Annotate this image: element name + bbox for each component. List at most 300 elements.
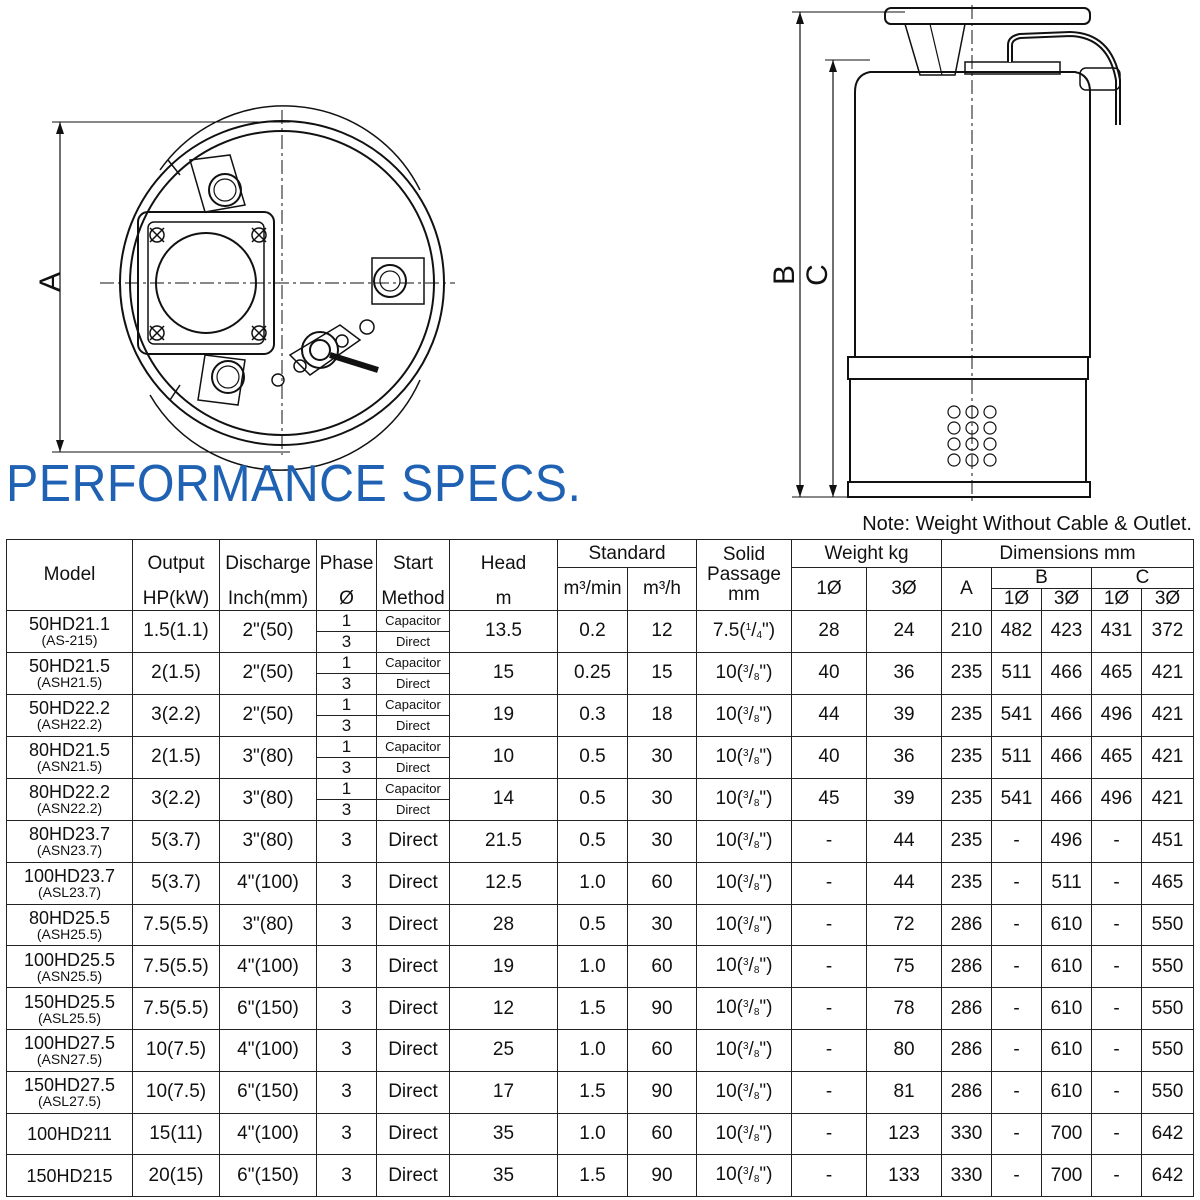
model-name: 150HD215: [26, 1165, 113, 1186]
cell-m3h: 60: [628, 1113, 697, 1155]
solid-end: "): [759, 788, 773, 810]
cell-w3: 36: [867, 652, 942, 694]
cell-model: [7, 820, 133, 862]
cell-start: Direct: [377, 1029, 450, 1071]
cell-start: Direct: [377, 862, 450, 904]
header-m3h: m³/h: [628, 568, 697, 611]
cell-output: 10(7.5): [133, 1029, 220, 1071]
cell-w3: 44: [867, 862, 942, 904]
cell-c3: 550: [1142, 1071, 1194, 1113]
cell-m3min: 1.0: [558, 1113, 628, 1155]
cell-a: 330: [942, 1155, 992, 1197]
cell-m3min: 1.0: [558, 862, 628, 904]
model-alt-name: (ASN22.2): [36, 800, 103, 817]
cell-head: 12.5: [450, 862, 558, 904]
cell-w1: -: [792, 946, 867, 988]
cell-solid-passage: $10(^3/_8")$: [697, 778, 792, 820]
cell-w3: 24: [867, 610, 942, 652]
table-row: [7, 820, 1194, 862]
cell-c1: -: [1092, 820, 1142, 862]
solid-numerator: 3: [742, 1082, 749, 1094]
cell-discharge: 6"(150): [220, 1155, 317, 1197]
cell-c1: 496: [1092, 778, 1142, 820]
cell-phase: 3: [317, 1071, 377, 1113]
cell-c1: -: [1092, 1113, 1142, 1155]
cell-b3: 700: [1042, 1155, 1092, 1197]
phase-1: 1: [341, 611, 352, 631]
cell-head: 12: [450, 988, 558, 1030]
cell-a: 286: [942, 1029, 992, 1071]
cell-discharge: 2"(50): [220, 610, 317, 652]
solid-main: 10(: [715, 704, 743, 726]
side-view-drawing: [792, 5, 1120, 505]
cell-head: 14: [450, 778, 558, 820]
solid-main: 10(: [715, 662, 743, 684]
table-row: [7, 1071, 1194, 1113]
cell-discharge: 2"(50): [220, 652, 317, 694]
start-method-3: Direct: [377, 631, 449, 652]
cell-c3: 550: [1142, 946, 1194, 988]
phase-3: 3: [317, 799, 376, 820]
solid-denominator: 8: [753, 1007, 760, 1019]
cell-w1: 40: [792, 736, 867, 778]
header-start-unit: Method: [377, 588, 450, 610]
cell-w1: 45: [792, 778, 867, 820]
cell-head: 28: [450, 904, 558, 946]
cell-c1: -: [1092, 1071, 1142, 1113]
solid-end: "): [759, 1122, 773, 1144]
cell-w3: 133: [867, 1155, 942, 1197]
start-method-3: Direct: [377, 799, 449, 820]
cell-start: Direct: [377, 1071, 450, 1113]
cell-w1: -: [792, 1071, 867, 1113]
cell-m3h: 60: [628, 862, 697, 904]
solid-denominator: 8: [753, 672, 760, 684]
cell-model: [7, 946, 133, 988]
model-alt-name: (ASN21.5): [36, 758, 103, 775]
header-head-unit: m: [450, 588, 558, 610]
cell-c1: 431: [1092, 610, 1142, 652]
cell-solid-passage: $10(^3/_8")$: [697, 736, 792, 778]
cell-start: [377, 610, 450, 652]
cell-m3h: 90: [628, 1071, 697, 1113]
cell-head: 13.5: [450, 610, 558, 652]
solid-numerator: 3: [742, 706, 749, 718]
cell-solid-passage: $10(^3/_8")$: [697, 862, 792, 904]
start-method-3: Direct: [377, 715, 449, 736]
model-name: 100HD211: [27, 1123, 112, 1144]
cell-m3min: 1.5: [558, 1071, 628, 1113]
cell-a: 210: [942, 610, 992, 652]
cell-model: [7, 1155, 133, 1197]
cell-c3: 550: [1142, 1029, 1194, 1071]
header-output-unit: HP(kW): [133, 588, 220, 610]
model-name: 150HD25.5: [23, 991, 116, 1012]
cell-a: 235: [942, 736, 992, 778]
cell-m3h: 15: [628, 652, 697, 694]
cell-b3: 511: [1042, 862, 1092, 904]
cell-model: [7, 1071, 133, 1113]
phase-1: 1: [341, 779, 352, 799]
cell-output: 2(1.5): [133, 652, 220, 694]
solid-numerator: 3: [742, 832, 749, 844]
solid-end: "): [759, 913, 773, 935]
cell-output: 20(15): [133, 1155, 220, 1197]
cell-start: Direct: [377, 1113, 450, 1155]
solid-numerator: 3: [742, 999, 749, 1011]
cell-b3: 423: [1042, 610, 1092, 652]
cell-output: 10(7.5): [133, 1071, 220, 1113]
cell-solid-passage: $10(^3/_8")$: [697, 946, 792, 988]
solid-main: 10(: [715, 788, 743, 810]
start-method-1: Capacitor: [385, 613, 441, 629]
cell-head: 15: [450, 652, 558, 694]
cell-c1: -: [1092, 1155, 1142, 1197]
solid-main: 10(: [715, 1039, 743, 1061]
cell-c3: 421: [1142, 736, 1194, 778]
solid-denominator: 8: [753, 714, 760, 726]
cell-m3min: 0.5: [558, 820, 628, 862]
cell-start: Direct: [377, 904, 450, 946]
cell-solid-passage: $10(^3/_8")$: [697, 652, 792, 694]
table-row: [7, 1029, 1194, 1071]
model-alt-name: (ASH25.5): [36, 925, 103, 942]
dim-label-c: C: [800, 264, 834, 286]
cell-b3: 610: [1042, 988, 1092, 1030]
cell-solid-passage: $10(^3/_8")$: [697, 1029, 792, 1071]
cell-head: 10: [450, 736, 558, 778]
solid-denominator: 8: [753, 840, 760, 852]
cell-b1: 541: [992, 694, 1042, 736]
header-dim-b: B: [992, 568, 1092, 589]
model-alt-name: (ASN27.5): [36, 1051, 103, 1068]
table-row: [7, 1155, 1194, 1197]
solid-numerator: 3: [742, 873, 749, 885]
model-alt-name: (ASN23.7): [36, 842, 103, 859]
cell-m3min: 1.5: [558, 988, 628, 1030]
cell-c1: 465: [1092, 652, 1142, 694]
cell-m3h: 18: [628, 694, 697, 736]
solid-numerator: 3: [742, 790, 749, 802]
cell-output: 5(3.7): [133, 862, 220, 904]
cell-m3h: 30: [628, 778, 697, 820]
solid-end: "): [759, 1164, 773, 1186]
cell-head: 21.5: [450, 820, 558, 862]
cell-phase: [317, 652, 377, 694]
cell-w3: 39: [867, 694, 942, 736]
solid-numerator: 3: [742, 748, 749, 760]
cell-b1: -: [992, 946, 1042, 988]
header-dimensions: Dimensions mm: [942, 540, 1194, 568]
cell-head: 17: [450, 1071, 558, 1113]
cell-model: [7, 988, 133, 1030]
cell-a: 235: [942, 778, 992, 820]
cell-c1: 496: [1092, 694, 1142, 736]
solid-numerator: 3: [742, 957, 749, 969]
cell-head: 19: [450, 694, 558, 736]
cell-m3min: 0.25: [558, 652, 628, 694]
header-discharge-unit: Inch(mm): [220, 588, 317, 610]
cell-output: 5(3.7): [133, 820, 220, 862]
table-body: [7, 610, 1194, 1196]
cell-model: [7, 610, 133, 652]
table-row: [7, 778, 1194, 820]
weight-note: Note: Weight Without Cable & Outlet.: [862, 513, 1192, 535]
cell-phase: [317, 736, 377, 778]
cell-discharge: 6"(150): [220, 988, 317, 1030]
cell-c3: 642: [1142, 1113, 1194, 1155]
cell-m3min: 0.2: [558, 610, 628, 652]
model-alt-name: (ASH22.2): [36, 716, 103, 733]
cell-w1: -: [792, 1155, 867, 1197]
cell-w1: -: [792, 820, 867, 862]
cell-m3h: 60: [628, 946, 697, 988]
model-alt-name: (AS-215): [41, 632, 98, 649]
phase-1: 1: [341, 737, 352, 757]
solid-end: "): [759, 830, 773, 852]
cell-w3: 75: [867, 946, 942, 988]
cell-b1: 511: [992, 736, 1042, 778]
cell-output: 7.5(5.5): [133, 946, 220, 988]
solid-end: "): [759, 746, 773, 768]
cell-a: 235: [942, 694, 992, 736]
cell-model: [7, 1029, 133, 1071]
header-solid-2: Passage: [707, 564, 781, 585]
solid-numerator: 3: [742, 1124, 749, 1136]
model-alt-name: (ASN25.5): [36, 967, 103, 984]
model-name: 50HD22.2: [28, 698, 111, 719]
cell-b3: 610: [1042, 1071, 1092, 1113]
cell-c1: -: [1092, 862, 1142, 904]
cell-model: [7, 778, 133, 820]
start-method-3: Direct: [377, 673, 449, 694]
header-start: Start: [377, 540, 450, 589]
cell-phase: 3: [317, 1029, 377, 1071]
cell-m3h: 30: [628, 820, 697, 862]
solid-denominator: 8: [753, 881, 760, 893]
cell-b1: -: [992, 988, 1042, 1030]
cell-discharge: 3"(80): [220, 778, 317, 820]
cell-c1: -: [1092, 904, 1142, 946]
header-weight: Weight kg: [792, 540, 942, 568]
header-standard: Standard: [558, 540, 697, 568]
cell-a: 286: [942, 946, 992, 988]
solid-end: "): [759, 955, 773, 977]
cell-w3: 123: [867, 1113, 942, 1155]
cell-w1: 40: [792, 652, 867, 694]
table-row: [7, 946, 1194, 988]
cell-phase: [317, 694, 377, 736]
solid-main: 10(: [715, 997, 743, 1019]
model-name: 80HD21.5: [28, 740, 111, 761]
cell-b1: -: [992, 862, 1042, 904]
model-name: 100HD23.7: [23, 866, 116, 887]
model-name: 50HD21.5: [28, 656, 111, 677]
cell-b3: 610: [1042, 904, 1092, 946]
cell-output: 7.5(5.5): [133, 988, 220, 1030]
cell-model: [7, 694, 133, 736]
solid-denominator: 8: [753, 1132, 760, 1144]
cell-c3: 421: [1142, 694, 1194, 736]
cell-output: 3(2.2): [133, 778, 220, 820]
cell-discharge: 4"(100): [220, 862, 317, 904]
solid-denominator: 8: [753, 756, 760, 768]
cell-discharge: 4"(100): [220, 1029, 317, 1071]
cell-b1: -: [992, 904, 1042, 946]
solid-end: "): [762, 620, 776, 642]
solid-denominator: 8: [753, 798, 760, 810]
header-solid-passage: [697, 540, 792, 611]
cell-output: 2(1.5): [133, 736, 220, 778]
cell-phase: 3: [317, 1155, 377, 1197]
cell-model: [7, 1113, 133, 1155]
solid-main: 10(: [715, 1122, 743, 1144]
cell-discharge: 3"(80): [220, 736, 317, 778]
header-b3: 3Ø: [1042, 588, 1092, 610]
model-name: 80HD25.5: [28, 907, 111, 928]
cell-w1: -: [792, 1113, 867, 1155]
cell-solid-passage: $10(^3/_8")$: [697, 1071, 792, 1113]
phase-1: 1: [341, 695, 352, 715]
solid-numerator: 1: [745, 622, 752, 634]
start-method-1: Capacitor: [385, 655, 441, 671]
cell-w3: 36: [867, 736, 942, 778]
cell-c3: 642: [1142, 1155, 1194, 1197]
cell-start: Direct: [377, 1155, 450, 1197]
cell-a: 286: [942, 1071, 992, 1113]
table-row: [7, 736, 1194, 778]
header-b1: 1Ø: [992, 588, 1042, 610]
model-name: 100HD25.5: [23, 949, 116, 970]
cell-b1: 511: [992, 652, 1042, 694]
solid-main: 10(: [715, 1164, 743, 1186]
header-phase-unit: Ø: [317, 588, 377, 610]
header-output: Output: [133, 540, 220, 589]
cell-m3min: 1.5: [558, 1155, 628, 1197]
table-header: [7, 540, 1194, 611]
solid-numerator: 3: [742, 1041, 749, 1053]
cell-m3h: 30: [628, 736, 697, 778]
cell-output: 7.5(5.5): [133, 904, 220, 946]
cell-m3min: 0.5: [558, 904, 628, 946]
cell-solid-passage: $10(^3/_8")$: [697, 904, 792, 946]
cell-start: [377, 778, 450, 820]
header-c1: 1Ø: [1092, 588, 1142, 610]
cell-w3: 80: [867, 1029, 942, 1071]
cell-solid-passage: $10(^3/_8")$: [697, 694, 792, 736]
start-method-1: Capacitor: [385, 697, 441, 713]
cell-w1: -: [792, 1029, 867, 1071]
header-discharge: Discharge: [220, 540, 317, 589]
start-method-1: Capacitor: [385, 781, 441, 797]
cell-b1: -: [992, 1155, 1042, 1197]
cell-m3min: 0.3: [558, 694, 628, 736]
cell-output: 15(11): [133, 1113, 220, 1155]
cell-model: [7, 904, 133, 946]
cell-c3: 421: [1142, 778, 1194, 820]
cell-w1: -: [792, 862, 867, 904]
solid-denominator: 8: [753, 965, 760, 977]
cell-a: 286: [942, 904, 992, 946]
solid-main: 7.5(: [712, 620, 746, 642]
cell-a: 330: [942, 1113, 992, 1155]
cell-b3: 610: [1042, 946, 1092, 988]
cell-start: Direct: [377, 988, 450, 1030]
cell-c3: 421: [1142, 652, 1194, 694]
phase-3: 3: [317, 631, 376, 652]
cell-start: Direct: [377, 946, 450, 988]
cell-a: 235: [942, 862, 992, 904]
cell-w1: -: [792, 988, 867, 1030]
cell-b3: 466: [1042, 652, 1092, 694]
cell-m3h: 90: [628, 1155, 697, 1197]
model-name: 80HD22.2: [28, 782, 111, 803]
cell-w3: 39: [867, 778, 942, 820]
cell-head: 19: [450, 946, 558, 988]
cell-solid-passage: $10(^3/_8")$: [697, 1155, 792, 1197]
cell-w1: 28: [792, 610, 867, 652]
model-alt-name: (ASL27.5): [37, 1093, 102, 1110]
cell-c1: -: [1092, 1029, 1142, 1071]
table-row: [7, 610, 1194, 652]
cell-phase: 3: [317, 904, 377, 946]
cell-m3min: 0.5: [558, 778, 628, 820]
cell-a: 235: [942, 652, 992, 694]
table-row: [7, 652, 1194, 694]
solid-denominator: 8: [753, 923, 760, 935]
cell-solid-passage: $10(^3/_8")$: [697, 820, 792, 862]
cell-discharge: 3"(80): [220, 820, 317, 862]
solid-denominator: 8: [753, 1049, 760, 1061]
cell-b1: -: [992, 1113, 1042, 1155]
cell-b3: 496: [1042, 820, 1092, 862]
phase-3: 3: [317, 715, 376, 736]
solid-numerator: 3: [742, 664, 749, 676]
cell-phase: [317, 610, 377, 652]
cell-w3: 78: [867, 988, 942, 1030]
performance-spec-table: [6, 539, 1194, 1197]
cell-m3h: 12: [628, 610, 697, 652]
cell-start: [377, 736, 450, 778]
cell-phase: 3: [317, 946, 377, 988]
model-alt-name: (ASH21.5): [36, 674, 103, 691]
phase-3: 3: [317, 757, 376, 778]
phase-3: 3: [317, 673, 376, 694]
cell-c1: -: [1092, 946, 1142, 988]
cell-w1: -: [792, 904, 867, 946]
cell-b3: 700: [1042, 1113, 1092, 1155]
cell-m3h: 60: [628, 1029, 697, 1071]
cell-phase: [317, 778, 377, 820]
table-row: [7, 694, 1194, 736]
cell-m3min: 1.0: [558, 946, 628, 988]
pump-technical-drawing: [0, 0, 1200, 520]
cell-a: 235: [942, 820, 992, 862]
cell-c1: 465: [1092, 736, 1142, 778]
cell-c3: 465: [1142, 862, 1194, 904]
cell-output: 3(2.2): [133, 694, 220, 736]
cell-b1: -: [992, 1029, 1042, 1071]
dim-label-b: B: [767, 264, 801, 286]
header-model: Model: [7, 540, 133, 611]
header-solid-3: mm: [728, 583, 760, 605]
start-method-3: Direct: [377, 757, 449, 778]
cell-start: Direct: [377, 820, 450, 862]
top-view-drawing: [52, 106, 455, 470]
cell-c3: 451: [1142, 820, 1194, 862]
phase-1: 1: [341, 653, 352, 673]
cell-c3: 372: [1142, 610, 1194, 652]
